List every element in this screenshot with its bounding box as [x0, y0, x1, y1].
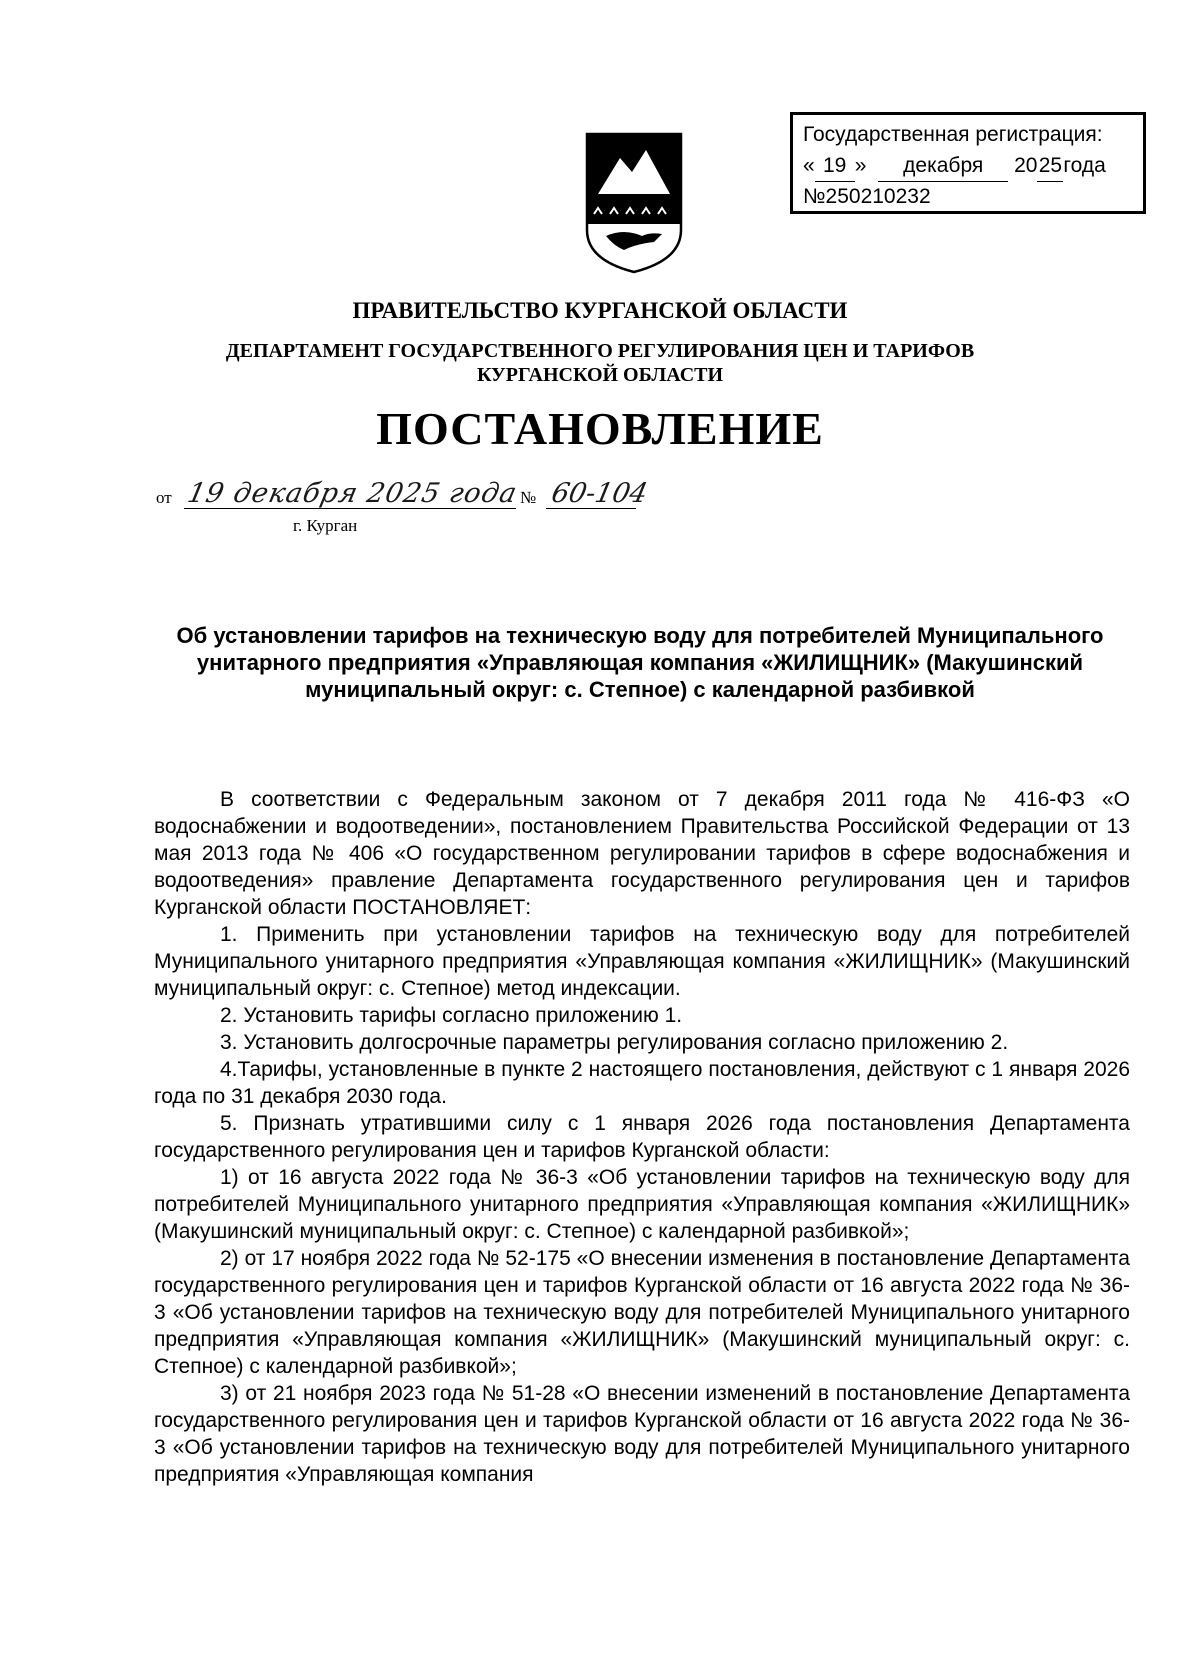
from-label: от [156, 488, 172, 507]
paragraph-item-4: 4.Тарифы, установленные в пункте 2 настоящего постановления, действуют с 1 января 2026 года по 31 декабря 2030 года. [154, 1058, 1130, 1108]
paragraph-item-3: 3. Установить долгосрочные параметры регулирования согласно приложению 2. [220, 1031, 1009, 1054]
registration-day-close: » [854, 154, 867, 177]
registration-day-open: « [803, 154, 815, 177]
paragraph-subitem-2: 2) от 17 ноября 2022 года № 52-175 «О внесении изменения в постановление Департамента государственного регулирования цен и тарифов Курганской области от 16 августа 2022 года № 36-3 «Об установлении тарифов на техническую воду для потребителей Муниципального унитарного предприятия «Управляющая компания «ЖИЛИЩНИК» (Макушинский муниципальный округ: с. Степное) с календарной разбивкой»; [154, 1247, 1130, 1378]
city-label: г. Курган [293, 516, 358, 535]
paragraph-item-5: 5. Признать утратившими силу с 1 января 2026 года постановления Департамента государственного регулирования цен и тарифов Курганской области: [154, 1112, 1130, 1162]
registration-number-label: № [803, 185, 826, 208]
handwritten-number: 60-104 [548, 478, 651, 509]
document-type-title: ПОСТАНОВЛЕНИЕ [376, 403, 824, 454]
department-name-line2: КУРГАНСКОЙ ОБЛАСТИ [476, 364, 724, 386]
document-subject: Об установлении тарифов на техническую воду для потребителей Муниципального унитарного предприятия «Управляющая компания «ЖИЛИЩНИК» (Макушинский муниципальный округ: с. Степное) с календарной разбивкой [176, 623, 1104, 702]
paragraph-preamble: В соответствии с Федеральным законом от 7 декабря 2011 года № 416-ФЗ «О водоснабжении и водоотведении», постановлением Правительства Российской Федерации от 13 мая 2013 года № 406 «О государственном регулировании тарифов в сфере водоснабжения и водоотведения» правление Департамента государственного регулирования цен и тарифов Курганской области ПОСТАНОВЛЯЕТ: [154, 788, 1130, 919]
document-body [154, 786, 1130, 1488]
paragraph-item-1: 1. Применить при установлении тарифов на техническую воду для потребителей Муниципального унитарного предприятия «Управляющая компания «ЖИЛИЩНИК» (Макушинский муниципальный округ: с. Степное) метод индексации. [154, 923, 1130, 1000]
registration-year-suffix: 25 [1037, 150, 1063, 182]
registration-label: Государственная регистрация: [803, 123, 1103, 146]
registration-number: 250210232 [826, 181, 1122, 213]
registration-day: 19 [815, 150, 855, 182]
registration-number-row [803, 181, 1135, 212]
registration-date [803, 150, 1135, 181]
handwritten-date: 19 декабря 2025 года [184, 478, 521, 509]
government-name: ПРАВИТЕЛЬСТВО КУРГАНСКОЙ ОБЛАСТИ [352, 298, 848, 323]
coat-of-arms-icon [584, 132, 684, 274]
paragraph-subitem-3: 3) от 21 ноября 2023 года № 51-28 «О внесении изменений в постановление Департамента государственного регулирования цен и тарифов Курганской области от 16 августа 2022 года № 36-3 «Об установлении тарифов на техническую воду для потребителей Муниципального унитарного предприятия «Управляющая компания [154, 1382, 1130, 1486]
number-label: № [520, 488, 537, 507]
paragraph-item-2: 2. Установить тарифы согласно приложению 1. [220, 1004, 683, 1027]
registration-year-word: года [1063, 154, 1106, 177]
paragraph-subitem-1: 1) от 16 августа 2022 года № 36-3 «Об установлении тарифов на техническую воду для потребителей Муниципального унитарного предприятия «Управляющая компания «ЖИЛИЩНИК» (Макушинский муниципальный округ: с. Степное) с календарной разбивкой»; [154, 1166, 1130, 1243]
registration-stamp [790, 112, 1146, 214]
registration-year-prefix: 20 [1014, 154, 1038, 177]
registration-month: декабря [878, 150, 1008, 182]
department-name-line1: ДЕПАРТАМЕНТ ГОСУДАРСТВЕННОГО РЕГУЛИРОВАНИЯ ЦЕН И ТАРИФОВ [225, 340, 975, 362]
